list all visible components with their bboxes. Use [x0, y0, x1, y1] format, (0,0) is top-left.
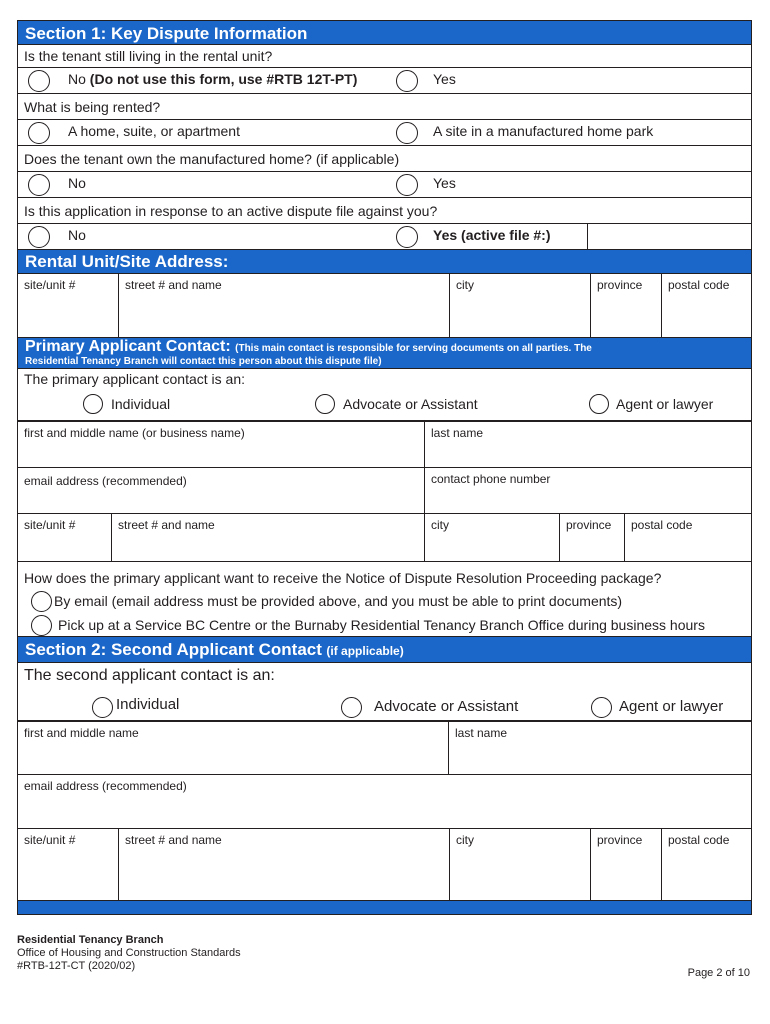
primary-first-name-label: first and middle name (or business name) [24, 426, 245, 440]
second-address-row [17, 829, 752, 901]
rental-province-field[interactable] [590, 274, 661, 337]
second-radio-advocate[interactable] [341, 697, 362, 718]
primary-phone-label: contact phone number [431, 472, 551, 486]
second-city-label: city [456, 833, 474, 847]
rental-street-label: street # and name [125, 278, 222, 292]
second-last-name-label: last name [455, 726, 508, 740]
primary-street-label: street # and name [118, 518, 215, 532]
second-street-label: street # and name [125, 833, 222, 847]
primary-label-advocate: Advocate or Assistant [343, 396, 478, 412]
rental-postal-field[interactable] [661, 274, 751, 337]
second-city-field[interactable] [449, 829, 590, 900]
rental-street-field[interactable] [118, 274, 449, 337]
bottom-bar [17, 901, 752, 915]
q1-radio-no[interactable] [28, 70, 50, 92]
q4-label-no: No [68, 227, 86, 243]
notice-method-row [17, 562, 752, 637]
second-label-agent: Agent or lawyer [619, 698, 724, 715]
q3-question-row [17, 146, 752, 172]
primary-province-label: province [566, 518, 612, 532]
q1-options-row [17, 68, 752, 94]
second-radio-individual[interactable] [92, 697, 113, 718]
primary-name-row [17, 421, 752, 468]
q2-radio-home[interactable] [28, 122, 50, 144]
q3-label-yes: Yes [433, 175, 456, 191]
second-name-row [17, 721, 752, 775]
q1-question-row [17, 45, 752, 68]
second-radio-agent[interactable] [591, 697, 612, 718]
section2-title: Section 2: Second Applicant Contact [25, 640, 322, 659]
primary-contact-header [17, 338, 752, 369]
second-last-name-field[interactable] [448, 722, 751, 774]
primary-site-unit-field[interactable] [18, 514, 111, 561]
primary-first-name-field[interactable] [18, 422, 424, 467]
q2-question: What is being rented? [24, 98, 161, 115]
second-site-unit-label: site/unit # [24, 833, 76, 847]
q2-radio-site[interactable] [396, 122, 418, 144]
q4-question: Is this application in response to an active dispute file against you? [24, 202, 438, 219]
primary-contact-title: Primary Applicant Contact: [25, 338, 231, 355]
rental-address-header [17, 250, 752, 274]
primary-last-name-label: last name [431, 426, 484, 440]
primary-email-field[interactable] [18, 468, 424, 513]
primary-email-row [17, 468, 752, 514]
primary-label-individual: Individual [111, 396, 171, 412]
q2-question-row [17, 94, 752, 120]
primary-radio-agent[interactable] [589, 394, 609, 414]
primary-contact-note-1: (This main contact is responsible for serving documents on all parties. The [235, 343, 592, 354]
primary-city-field[interactable] [424, 514, 559, 561]
footer-org: Residential Tenancy Branch [17, 934, 164, 946]
primary-label-agent: Agent or lawyer [616, 396, 714, 412]
notice-label-pickup: Pick up at a Service BC Centre or the Burnaby Residential Tenancy Branch Office during business hours [58, 617, 705, 633]
primary-email-label: email address (recommended) [24, 474, 187, 488]
primary-last-name-field[interactable] [424, 422, 751, 467]
q4-options-row [17, 224, 752, 250]
primary-province-field[interactable] [559, 514, 624, 561]
footer-form-id: #RTB-12T-CT (2020/02) [17, 960, 136, 972]
primary-contact-note-2: Residential Tenancy Branch will contact this person about this dispute file) [25, 356, 382, 367]
notice-radio-pickup[interactable] [31, 615, 52, 636]
second-contact-type-row [17, 663, 752, 721]
rental-city-field[interactable] [449, 274, 590, 337]
second-postal-field[interactable] [661, 829, 751, 900]
q1-question: Is the tenant still living in the rental unit? [24, 48, 273, 64]
dispute-form [17, 20, 752, 915]
second-email-field[interactable] [18, 775, 751, 828]
second-first-name-label: first and middle name [24, 726, 139, 740]
q3-options-row [17, 172, 752, 198]
q1-label-yes: Yes [433, 71, 456, 87]
rental-address-title: Rental Unit/Site Address: [25, 252, 229, 271]
rental-site-unit-field[interactable] [18, 274, 118, 337]
q1-label-no: No (Do not use this form, use #RTB 12T-PT) [68, 71, 358, 87]
primary-address-row [17, 514, 752, 562]
second-street-field[interactable] [118, 829, 449, 900]
notice-question: How does the primary applicant want to receive the Notice of Dispute Resolution Proceeding package? [24, 570, 662, 586]
section2-title-suffix: (if applicable) [326, 644, 404, 658]
notice-radio-email[interactable] [31, 591, 52, 612]
q4-radio-yes[interactable] [396, 226, 418, 248]
section1-header [17, 20, 752, 45]
q2-options-row [17, 120, 752, 146]
footer [17, 934, 241, 973]
primary-street-field[interactable] [111, 514, 424, 561]
active-file-number-input[interactable] [587, 224, 753, 249]
notice-label-email: By email (email address must be provided above, and you must be able to print documents) [54, 593, 623, 609]
primary-postal-field[interactable] [624, 514, 751, 561]
q3-radio-no[interactable] [28, 174, 50, 196]
section2-header [17, 637, 752, 663]
page-number: Page 2 of 10 [687, 967, 750, 979]
second-email-label: email address (recommended) [24, 779, 187, 793]
second-label-advocate: Advocate or Assistant [374, 698, 519, 715]
rental-address-row [17, 274, 752, 338]
q3-question: Does the tenant own the manufactured home? (if applicable) [24, 150, 400, 167]
second-email-row [17, 775, 752, 829]
primary-phone-field[interactable] [424, 468, 751, 513]
q4-question-row [17, 198, 752, 224]
second-postal-label: postal code [668, 833, 730, 847]
primary-postal-label: postal code [631, 518, 693, 532]
q2-label-home: A home, suite, or apartment [68, 123, 240, 139]
rental-site-unit-label: site/unit # [24, 278, 76, 292]
footer-ministry: Office of Housing and Construction Standards [17, 947, 241, 959]
rental-postal-label: postal code [668, 278, 730, 292]
q2-label-site: A site in a manufactured home park [433, 123, 654, 139]
primary-radio-individual[interactable] [83, 394, 103, 414]
q4-label-yes: Yes (active file #:) [433, 227, 551, 243]
second-label-individual: Individual [116, 696, 180, 713]
primary-site-unit-label: site/unit # [24, 518, 76, 532]
primary-contact-is: The primary applicant contact is an: [24, 371, 245, 387]
second-province-field[interactable] [590, 829, 661, 900]
primary-radio-advocate[interactable] [315, 394, 335, 414]
rental-city-label: city [456, 278, 474, 292]
q3-label-no: No [68, 175, 86, 191]
q4-radio-no[interactable] [28, 226, 50, 248]
second-first-name-field[interactable] [18, 722, 448, 774]
section1-title: Section 1: Key Dispute Information [25, 24, 308, 43]
primary-contact-type-row [17, 369, 752, 421]
q3-radio-yes[interactable] [396, 174, 418, 196]
rental-province-label: province [597, 278, 643, 292]
second-contact-is: The second applicant contact is an: [24, 667, 275, 684]
q1-radio-yes[interactable] [396, 70, 418, 92]
second-site-unit-field[interactable] [18, 829, 118, 900]
second-province-label: province [597, 833, 643, 847]
primary-city-label: city [431, 518, 449, 532]
